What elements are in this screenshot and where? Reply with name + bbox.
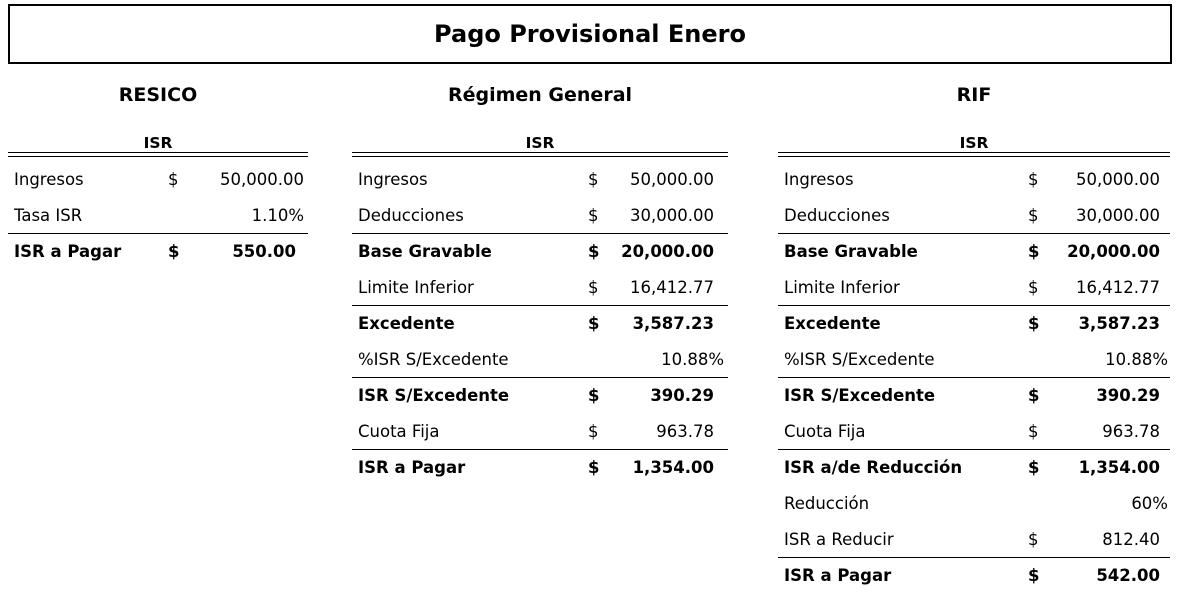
row-label: Reducción	[784, 494, 870, 513]
row-label: Limite Inferior	[784, 278, 900, 297]
row-label: Excedente	[784, 314, 881, 333]
row-label: Base Gravable	[784, 242, 918, 261]
row-currency: $	[1028, 314, 1040, 333]
rif-table	[778, 162, 1170, 594]
row-currency: $	[588, 206, 599, 225]
row-value: 963.78	[1102, 422, 1160, 441]
row-currency: $	[1028, 206, 1039, 225]
row-value: 3,587.23	[632, 314, 714, 333]
row-label: ISR a/de Reducción	[784, 458, 963, 477]
row-value: 550.00	[232, 242, 296, 261]
row-label: ISR S/Excedente	[784, 386, 936, 405]
table-row	[778, 558, 1170, 594]
row-value: 963.78	[656, 422, 714, 441]
row-label: Ingresos	[784, 170, 854, 189]
table-row	[8, 162, 308, 198]
row-currency: $	[1028, 566, 1040, 585]
row-value: 50,000.00	[220, 170, 304, 189]
table-row	[778, 342, 1170, 378]
rif-heading: RIF	[956, 84, 992, 106]
row-label: Ingresos	[358, 170, 428, 189]
table-row	[778, 414, 1170, 450]
row-currency: $	[1028, 170, 1039, 189]
resico-table	[8, 162, 308, 270]
row-label: Excedente	[358, 314, 455, 333]
table-row	[352, 450, 728, 486]
table-row	[778, 162, 1170, 198]
table-row	[778, 198, 1170, 234]
row-currency: $	[1028, 386, 1040, 405]
table-row	[352, 162, 728, 198]
row-label: ISR a Pagar	[14, 242, 122, 261]
row-currency: $	[588, 314, 600, 333]
row-label: Tasa ISR	[14, 206, 83, 225]
row-currency: $	[588, 278, 599, 297]
row-label: Limite Inferior	[358, 278, 474, 297]
row-value: 16,412.77	[630, 278, 714, 297]
rif-isr-subheading: ISR	[959, 134, 989, 152]
resico-heading: RESICO	[118, 84, 198, 106]
row-value: 390.29	[1096, 386, 1160, 405]
row-value: 16,412.77	[1076, 278, 1160, 297]
row-label: %ISR S/Excedente	[358, 350, 509, 369]
row-label: Deducciones	[358, 206, 464, 225]
row-currency: $	[588, 386, 600, 405]
row-currency: $	[1028, 530, 1039, 549]
page-title: Pago Provisional Enero	[8, 4, 1172, 64]
row-value: 1.10%	[251, 206, 304, 225]
row-label: Cuota Fija	[358, 422, 440, 441]
table-row	[8, 234, 308, 270]
table-row	[778, 306, 1170, 342]
table-row	[778, 378, 1170, 414]
row-label: ISR S/Excedente	[358, 386, 510, 405]
regimen-general-isr-subheading: ISR	[525, 134, 555, 152]
row-label: ISR a Reducir	[784, 530, 894, 549]
row-currency: $	[588, 422, 599, 441]
row-currency: $	[1028, 458, 1040, 477]
row-label: ISR a Pagar	[784, 566, 892, 585]
row-value: 10.88%	[661, 350, 724, 369]
table-row	[778, 270, 1170, 306]
row-value: 60%	[1131, 494, 1168, 513]
row-value: 3,587.23	[1078, 314, 1160, 333]
regimen-general-heading: Régimen General	[447, 84, 633, 106]
row-value: 30,000.00	[630, 206, 714, 225]
row-currency: $	[1028, 278, 1039, 297]
row-value: 390.29	[650, 386, 714, 405]
row-value: 50,000.00	[1076, 170, 1160, 189]
resico-header-rule	[8, 152, 308, 157]
row-value: 812.40	[1102, 530, 1160, 549]
row-currency: $	[588, 458, 600, 477]
row-label: Cuota Fija	[784, 422, 866, 441]
row-label: Base Gravable	[358, 242, 492, 261]
table-row	[352, 234, 728, 270]
table-row	[8, 198, 308, 234]
rif-header-rule	[778, 152, 1170, 157]
row-value: 30,000.00	[1076, 206, 1160, 225]
table-row	[778, 522, 1170, 558]
row-value: 542.00	[1096, 566, 1160, 585]
row-currency: $	[588, 242, 600, 261]
table-row	[778, 486, 1170, 522]
table-row	[352, 414, 728, 450]
table-row	[778, 234, 1170, 270]
row-currency: $	[1028, 422, 1039, 441]
row-label: %ISR S/Excedente	[784, 350, 935, 369]
row-value: 20,000.00	[621, 242, 714, 261]
row-value: 1,354.00	[1078, 458, 1160, 477]
row-value: 1,354.00	[632, 458, 714, 477]
resico-isr-subheading: ISR	[143, 134, 173, 152]
table-row	[352, 198, 728, 234]
table-row	[352, 306, 728, 342]
row-value: 20,000.00	[1067, 242, 1160, 261]
row-label: ISR a Pagar	[358, 458, 466, 477]
table-row	[352, 378, 728, 414]
row-label: Deducciones	[784, 206, 890, 225]
row-value: 10.88%	[1105, 350, 1168, 369]
row-currency: $	[168, 242, 180, 261]
regimen-general-table	[352, 162, 728, 486]
row-currency: $	[588, 170, 599, 189]
row-value: 50,000.00	[630, 170, 714, 189]
table-row	[778, 450, 1170, 486]
row-label: Ingresos	[14, 170, 84, 189]
row-currency: $	[168, 170, 179, 189]
table-row	[352, 270, 728, 306]
row-currency: $	[1028, 242, 1040, 261]
regimen-general-header-rule	[352, 152, 728, 157]
table-row	[352, 342, 728, 378]
